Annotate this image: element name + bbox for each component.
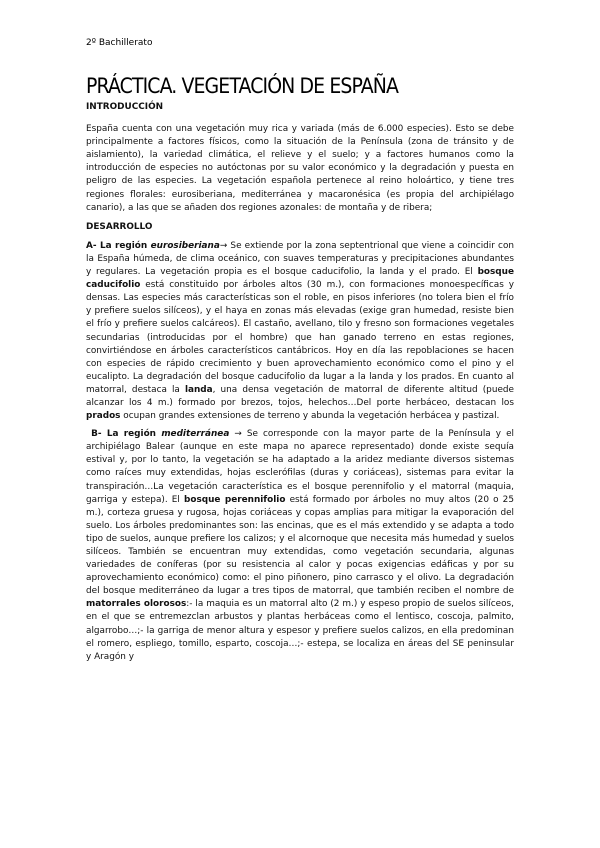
arrow-icon: → <box>234 429 242 440</box>
course-header: 2º Bachillerato <box>86 38 153 48</box>
section-b-text: Se corresponde con la mayor parte de la Península y el archipiélago Balear (aunque en este mapa no aparece representado) donde existe sequía estival y, por lo tanto, la vegetación se ha adaptado a la aridez mediante diversos sistemas como raíces muy extendidas, hojas esclerófilas (duras y coriáceas), sistemas para evitar la transpiración…La vegetación característica es el bosque perennifolio y el matorral (maquia, garriga y estepa). El <box>86 429 515 505</box>
section-b-paragraph <box>86 428 514 664</box>
section-a-text: Se extiende por la zona septentrional que viene a coincidir con la España húmeda, de clima oceánico, con suaves temperaturas y precipitaciones abundantes y regulares. La vegetación propia es el bosque caducifolio, la landa y el prado. El <box>86 240 514 278</box>
document-title: PRÁCTICA. VEGETACIÓN DE ESPAÑA <box>86 74 399 98</box>
section-a-label: A- La región <box>86 240 151 251</box>
section-a-paragraph <box>86 240 514 423</box>
section-b-region-name: mediterránea <box>161 429 230 440</box>
intro-paragraph: España cuenta con una vegetación muy rica y variada (más de 6.000 especies). Esto se debe principalmente a factores físicos, como la situación de la Península (zona de tránsito y de aislamiento), la variedad climática, el relieve y el suelo; y a factores humanos como la introducción de especies no autóctonas por su valor económico y la degradación y puesta en peligro de las especies. La vegetación española pertenece al reino holoártico, y tiene tres regiones florales: eurosiberiana, mediterránea y macaronésica (es propia del archipiélago canario), a las que se añaden dos regiones azonales: de montaña y de ribera; <box>86 124 514 213</box>
desarrollo-heading: DESARROLLO <box>86 221 153 232</box>
section-b-text: está formado por árboles no muy altos (20 o 25 m.), corteza gruesa y rugosa, hojas coriáceas y copas amplias para mitigar la evaporación del suelo. Los árboles predominantes son: las encinas, que es el más extendido y se adapta a todo tipo de suelos, aunque prefiere los calizos; y el alcornoque que necesita más humedad y suelos silíceos. También se encuentran muy extendidas, como vegetación secundaria, algunas variedades de coníferas (por su resistencia al calor y pocas exigencias edáficas y por su aprovechamiento económico) como: el pino piñonero, pino carrasco y el olivo. La degradación del bosque mediterráneo da lugar a tres tipos de matorral, que también reciben el nombre de <box>86 494 514 597</box>
section-a-text: , una densa vegetación de matorral de diferente altitud (puede alcanzar los 4 m.) formado por brezos, tojos, helechos…Del porte herbáceo, destacan los <box>86 384 514 408</box>
section-b-term: matorrales olorosos <box>86 599 187 610</box>
section-a-text: está constituido por árboles altos (30 m.), con formaciones monoespecíficas y densas. Las especies más características son el roble, en pisos inferiores (no tolera bien el frío y prefiere suelos silíceos), y el haya en zonas más elevadas (exige gran humedad, resiste bien el frío y prefiere suelos calcáreos). El castaño, avellano, tilo y fresno son formaciones vegetales secundarias (introducidas por el hombre) que han ganado terreno en estas regiones, convirtiéndose en árboles característicos cantábricos. Hoy en día las repoblaciones se hacen con especies de rápido crecimiento y buen aprovechamiento económico como el pino y el eucalipto. La degradación del bosque caducifolio da lugar a la landa y los prados. En cuanto al matorral, destaca la <box>86 280 514 395</box>
document-body <box>86 101 514 664</box>
section-b-label: B- La región <box>91 429 162 440</box>
section-a-term: bosque caducifolio <box>86 267 514 291</box>
section-b-text: :- la maquia es un matorral alto (2 m.) y espeso propio de suelos silíceos, en el que se entremezclan arbustos y plantas herbáceas como el lentisco, coscoja, palmito, algarrobo…;- la garriga de menor altura y espesor y prefiere suelos calizos, en ella predominan el romero, espliego, tomillo, esparto, coscoja…;- estepa, se localiza en áreas del SE peninsular y Aragón y <box>86 599 514 662</box>
section-b-term: bosque perennifolio <box>184 494 286 505</box>
section-a-term: prados <box>86 411 121 422</box>
arrow-icon: → <box>219 240 228 251</box>
section-a-text: ocupan grandes extensiones de terreno y abunda la vegetación herbácea y pastizal. <box>120 411 500 422</box>
intro-heading: INTRODUCCIÓN <box>86 102 164 112</box>
section-a-region-name: eurosiberiana <box>150 240 220 251</box>
section-a-term: landa <box>184 384 213 395</box>
